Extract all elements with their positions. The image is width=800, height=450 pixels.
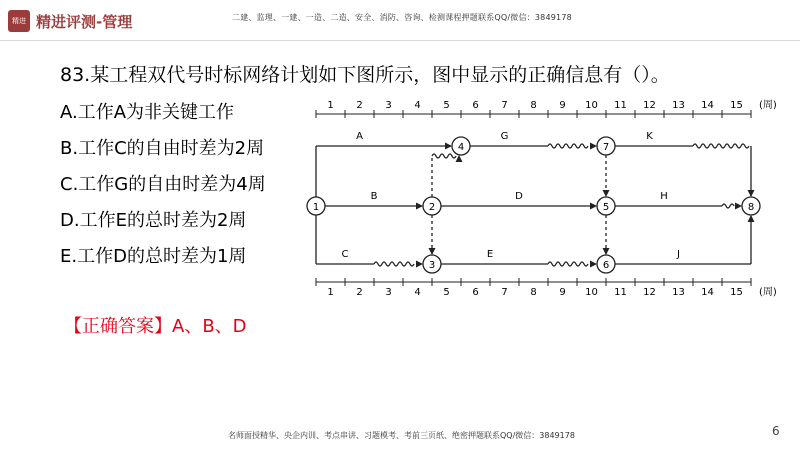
arrowhead — [445, 143, 452, 150]
option-b: B.工作C的自由时差为2周 — [60, 138, 265, 159]
node-label-3: 3 — [428, 260, 436, 271]
brand-logo: 精进 — [8, 10, 30, 32]
scale-tick-label: 2 — [356, 100, 363, 111]
option-e: E.工作D的总时差为1周 — [60, 246, 247, 267]
activity-label-b: B — [370, 191, 378, 202]
scale-tick-label: 2 — [356, 287, 363, 298]
scale-tick-label: 8 — [530, 100, 537, 111]
scale-tick-label: 9 — [559, 287, 566, 298]
scale-tick-label: 6 — [472, 100, 479, 111]
scale-tick-label: 14 — [701, 100, 714, 111]
arrowhead — [456, 155, 463, 162]
scale-tick-label: 11 — [614, 287, 627, 298]
options-list — [60, 95, 266, 275]
node-label-8: 8 — [747, 202, 755, 213]
activity-label-d: D — [515, 191, 523, 202]
scale-tick-label: 3 — [385, 100, 392, 111]
event-nodes — [307, 137, 760, 273]
scale-tick-label: 1 — [327, 100, 334, 111]
node-label-5: 5 — [602, 202, 610, 213]
footer-banner: 名师面授精华、央企内训、考点串讲、习题模考、考前三页纸、绝密押题联系QQ/微信：3849178 — [228, 431, 575, 440]
activity-label-a: A — [356, 131, 363, 142]
scale-tick-label: 3 — [385, 287, 392, 298]
arrowhead — [735, 203, 742, 210]
activity-label-h: H — [660, 191, 668, 202]
scale-tick-label: 5 — [443, 100, 450, 111]
brand — [8, 10, 132, 32]
arrowhead — [748, 190, 755, 197]
scale-tick-label: 10 — [585, 100, 598, 111]
top-time-scale — [316, 99, 777, 118]
activity-label-k: K — [646, 131, 653, 142]
arrowhead — [603, 190, 610, 197]
node-label-4: 4 — [457, 142, 465, 153]
arrowhead — [416, 261, 423, 268]
answer-line — [64, 312, 247, 338]
brand-name: 精进评测-管理 — [36, 12, 133, 31]
question-text: 83.某工程双代号时标网络计划如下图所示，图中显示的正确信息有（）。 — [60, 64, 670, 86]
scale-tick-label: 14 — [701, 287, 714, 298]
scale-tick-label: 13 — [672, 287, 685, 298]
scale-tick-label: 15 — [730, 287, 743, 298]
bottom-time-scale — [316, 278, 777, 298]
scale-tick-label: 12 — [643, 287, 656, 298]
arrowhead — [603, 248, 610, 255]
answer-label: 【正确答案】 — [64, 316, 172, 337]
free-float-wave — [374, 262, 414, 266]
scale-tick-label: 5 — [443, 287, 450, 298]
scale-tick-label: 1 — [327, 287, 334, 298]
scale-tick-label: 11 — [614, 100, 627, 111]
activity-label-j: J — [677, 249, 680, 260]
activity-label-c: C — [341, 249, 349, 260]
scale-tick-label: 6 — [472, 287, 479, 298]
network-diagram — [298, 96, 788, 306]
free-float-wave — [693, 144, 749, 148]
activity-label-e: E — [486, 249, 494, 260]
free-float-wave — [548, 144, 588, 148]
answer-value: A、B、D — [172, 316, 247, 337]
arrowhead — [590, 143, 597, 150]
node-label-1: 1 — [312, 202, 320, 213]
scale-tick-label: 8 — [530, 287, 537, 298]
free-float-wave — [722, 204, 734, 208]
scale-tick-label: 10 — [585, 287, 598, 298]
scale-tick-label: 7 — [501, 287, 508, 298]
arrowhead — [590, 261, 597, 268]
node-label-6: 6 — [602, 260, 610, 271]
scale-tick-label: 9 — [559, 100, 566, 111]
scale-tick-label: 7 — [501, 100, 508, 111]
page-number: 6 — [772, 424, 780, 438]
scale-tick-label: 15 — [730, 100, 743, 111]
scale-unit-label: (周) — [759, 287, 777, 298]
activity-labels — [342, 131, 680, 260]
free-float-wave — [548, 262, 588, 266]
header-divider — [0, 40, 800, 41]
option-c: C.工作G的自由时差为4周 — [60, 174, 266, 195]
node-label-2: 2 — [428, 202, 436, 213]
option-a: A.工作A为非关键工作 — [60, 102, 235, 123]
activity-arrows — [316, 143, 755, 268]
scale-tick-label: 12 — [643, 100, 656, 111]
activity-label-g: G — [500, 131, 509, 142]
node-label-7: 7 — [602, 142, 610, 153]
scale-tick-label: 4 — [414, 100, 421, 111]
arrowhead — [590, 203, 597, 210]
arrowhead — [748, 215, 755, 222]
arrowhead — [429, 248, 436, 255]
option-d: D.工作E的总时差为2周 — [60, 210, 247, 231]
scale-unit-label: (周) — [759, 100, 777, 111]
top-banner: 二建、监理、一建、一造、二造、安全、消防、咨询、检测课程押题联系QQ/微信：3849178 — [232, 13, 572, 22]
scale-tick-label: 13 — [672, 100, 685, 111]
scale-tick-label: 4 — [414, 287, 421, 298]
arrowhead — [416, 203, 423, 210]
free-float-wave — [432, 154, 456, 158]
